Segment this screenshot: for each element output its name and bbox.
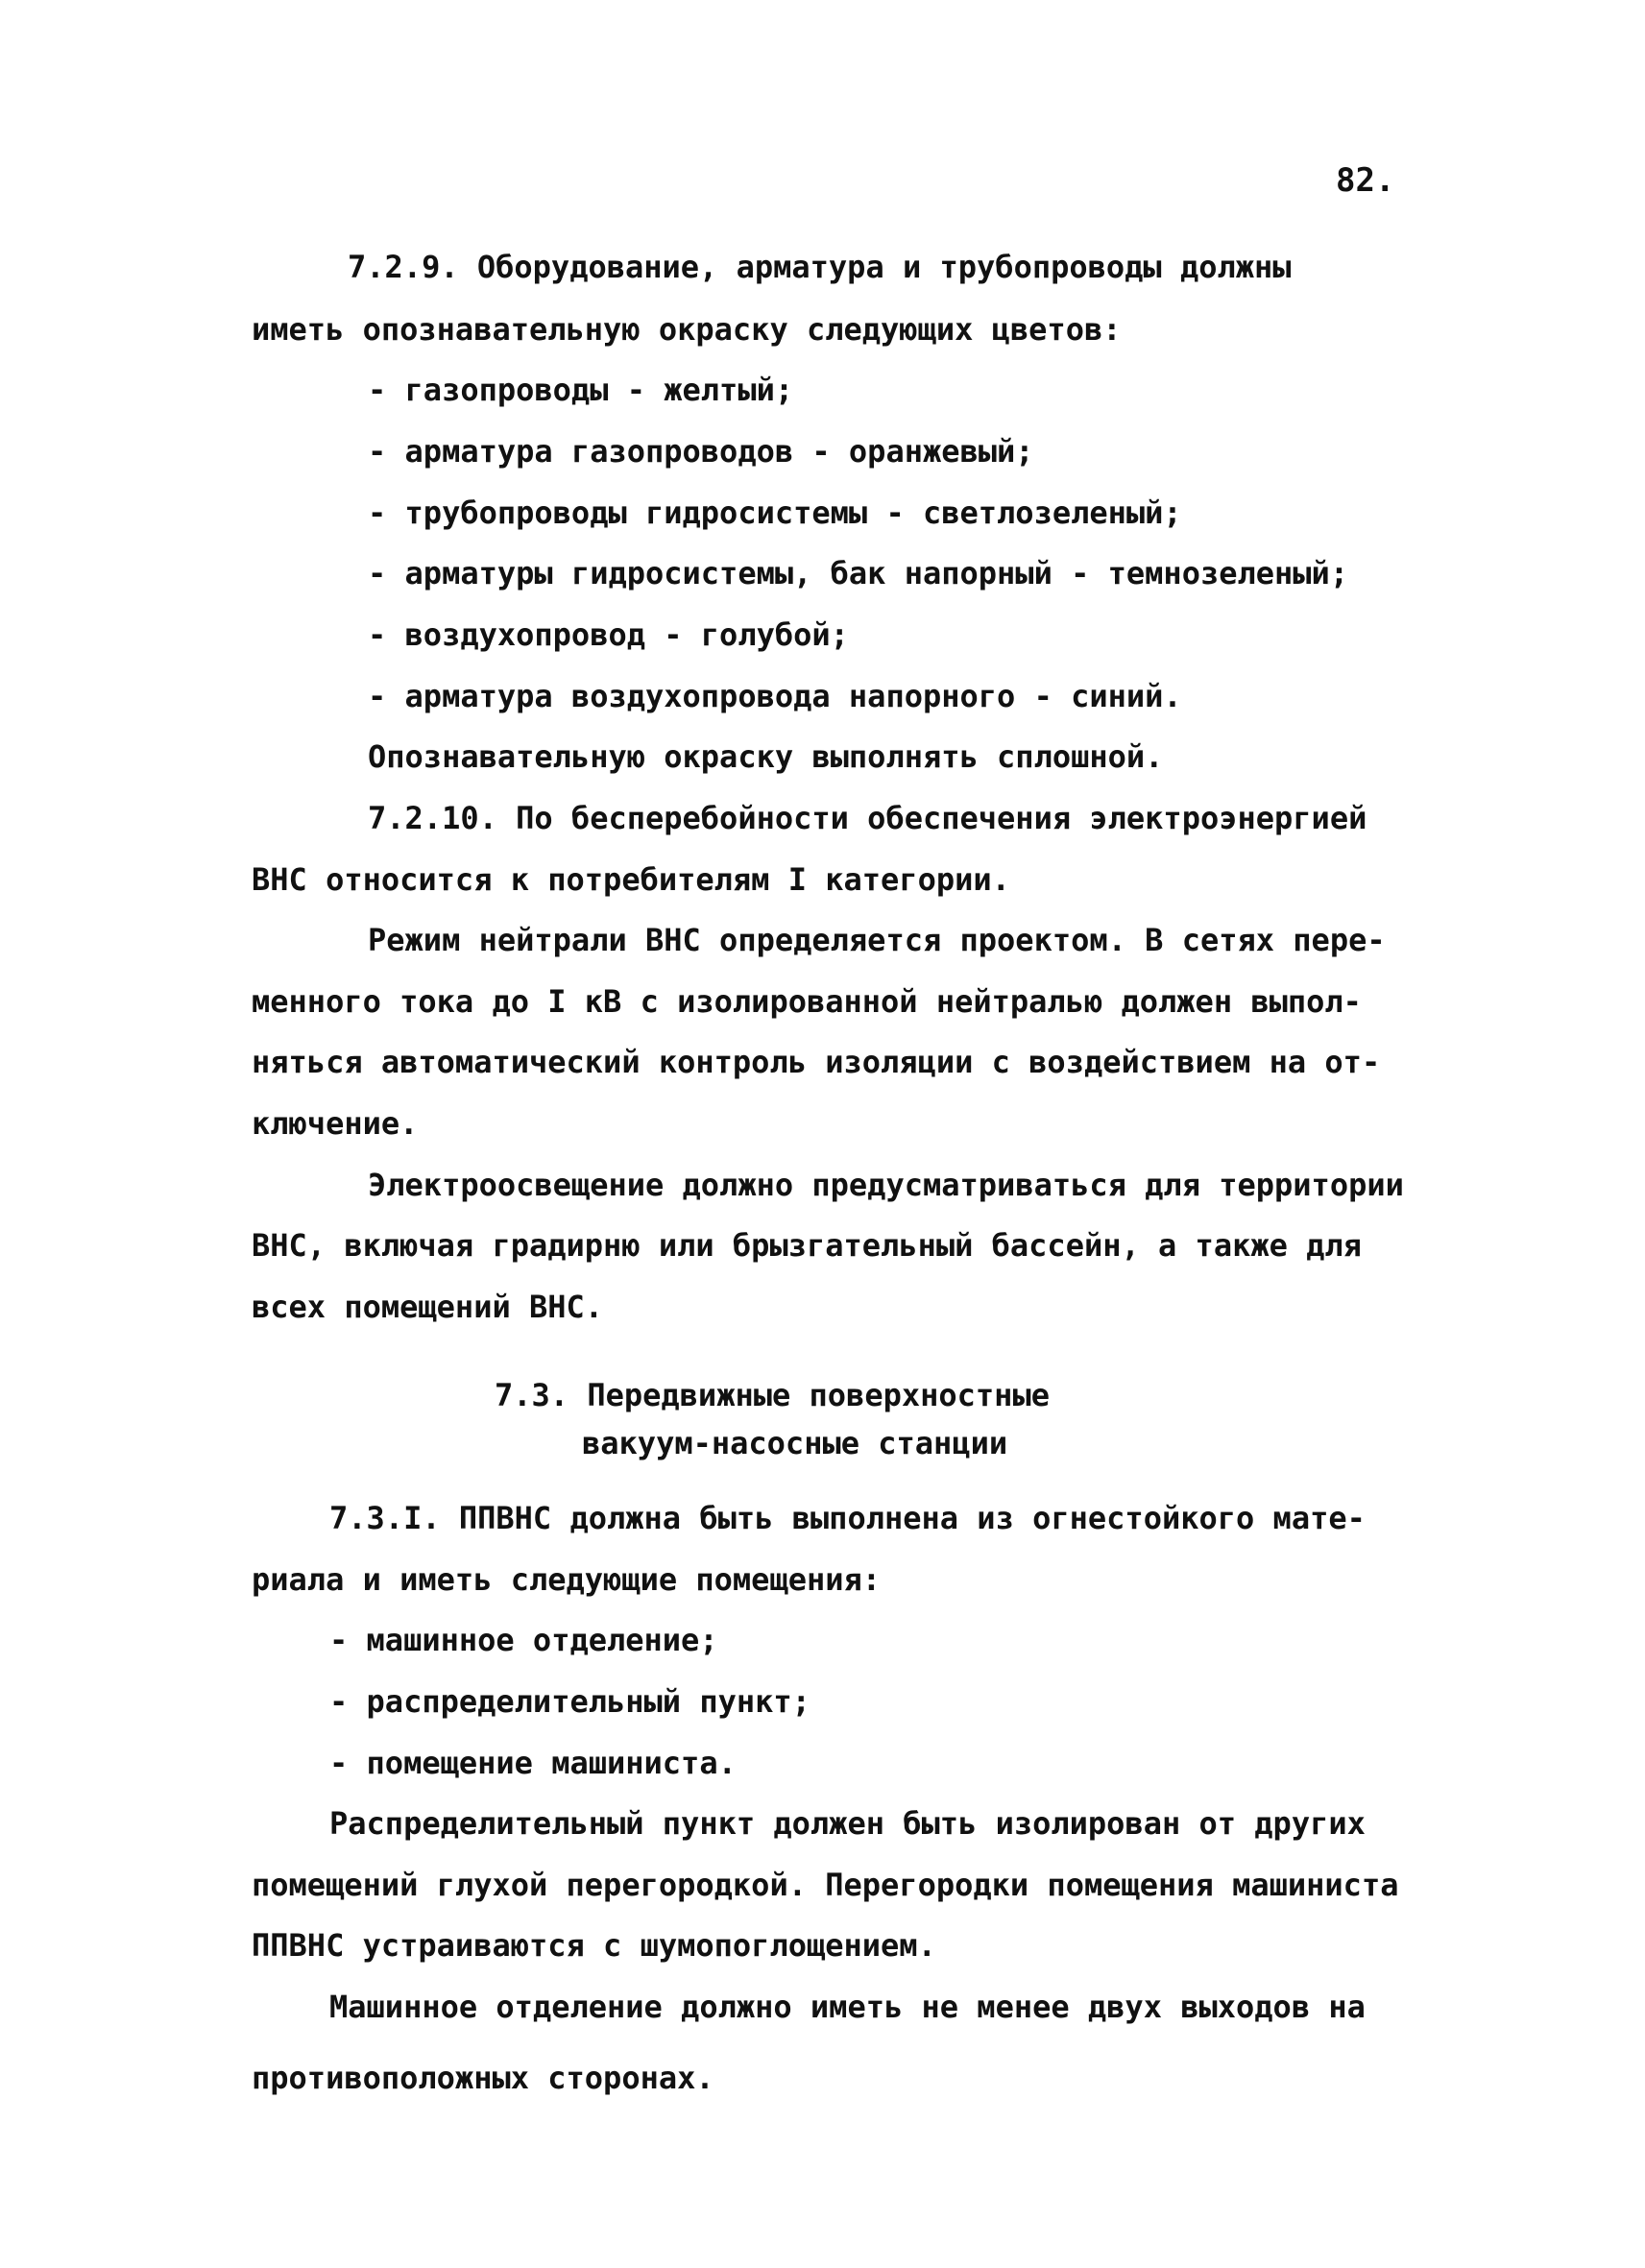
section-7-3-1-line-1: 7.3.I. ППВНС должна быть выполнена из огнестойкого мате-: [329, 1500, 1366, 1536]
section-7-3-1-line-2: риала и иметь следующие помещения:: [252, 1561, 882, 1598]
page-number: 82.: [1336, 161, 1395, 200]
color-list-item: - арматуры гидросистемы, бак напорный - темнозеленый;: [368, 555, 1349, 591]
paragraph-line: Режим нейтрали ВНС определяется проектом. В сетях пере-: [368, 922, 1386, 958]
room-list-item: - помещение машиниста.: [329, 1745, 737, 1781]
paragraph-line: Распределительный пункт должен быть изолирован от других: [329, 1805, 1366, 1842]
section-7-3-heading-line-2: вакуум-насосные станции: [582, 1425, 1008, 1461]
room-list-item: - машинное отделение;: [329, 1622, 718, 1658]
section-7-3-heading-line-1: 7.3. Передвижные поверхностные: [495, 1377, 1050, 1413]
paragraph-line: противоположных сторонах.: [252, 2060, 714, 2096]
section-7-2-9-closing: Опознавательную окраску выполнять сплошной.: [368, 738, 1164, 775]
color-list-item: - воздухопровод - голубой;: [368, 616, 849, 653]
paragraph-line: няться автоматический контроль изоляции с воздействием на от-: [252, 1044, 1381, 1080]
paragraph-line: ВНС, включая градирню или брызгательный бассейн, а также для: [252, 1227, 1362, 1264]
paragraph-line: ППВНС устраиваются с шумопоглощением.: [252, 1927, 936, 1964]
color-list-item: - газопроводы - желтый;: [368, 372, 794, 408]
section-7-2-10-line-2: ВНС относится к потребителям I категории.: [252, 861, 1010, 898]
color-list-item: - арматура воздухопровода напорного - синий.: [368, 678, 1182, 714]
room-list-item: - распределительный пункт;: [329, 1683, 810, 1720]
paragraph-line: всех помещений ВНС.: [252, 1289, 604, 1325]
section-7-2-9-line-2: иметь опознавательную окраску следующих цветов:: [252, 311, 1122, 348]
paragraph-line: Машинное отделение должно иметь не менее двух выходов на: [329, 1989, 1366, 2025]
section-7-2-10-line-1: 7.2.10. По бесперебойности обеспечения электроэнергией: [368, 800, 1367, 836]
color-list-item: - трубопроводы гидросистемы - светлозеленый;: [368, 495, 1182, 531]
section-7-2-9-line-1: 7.2.9. Оборудование, арматура и трубопроводы должны: [348, 249, 1292, 285]
paragraph-line: помещений глухой перегородкой. Перегородки помещения машиниста: [252, 1867, 1399, 1903]
paragraph-line: ключение.: [252, 1105, 419, 1142]
paragraph-line: Электроосвещение должно предусматриваться для территории: [368, 1167, 1404, 1203]
color-list-item: - арматура газопроводов - оранжевый;: [368, 433, 1034, 470]
paragraph-line: менного тока до I кВ с изолированной нейтралью должен выпол-: [252, 983, 1362, 1020]
